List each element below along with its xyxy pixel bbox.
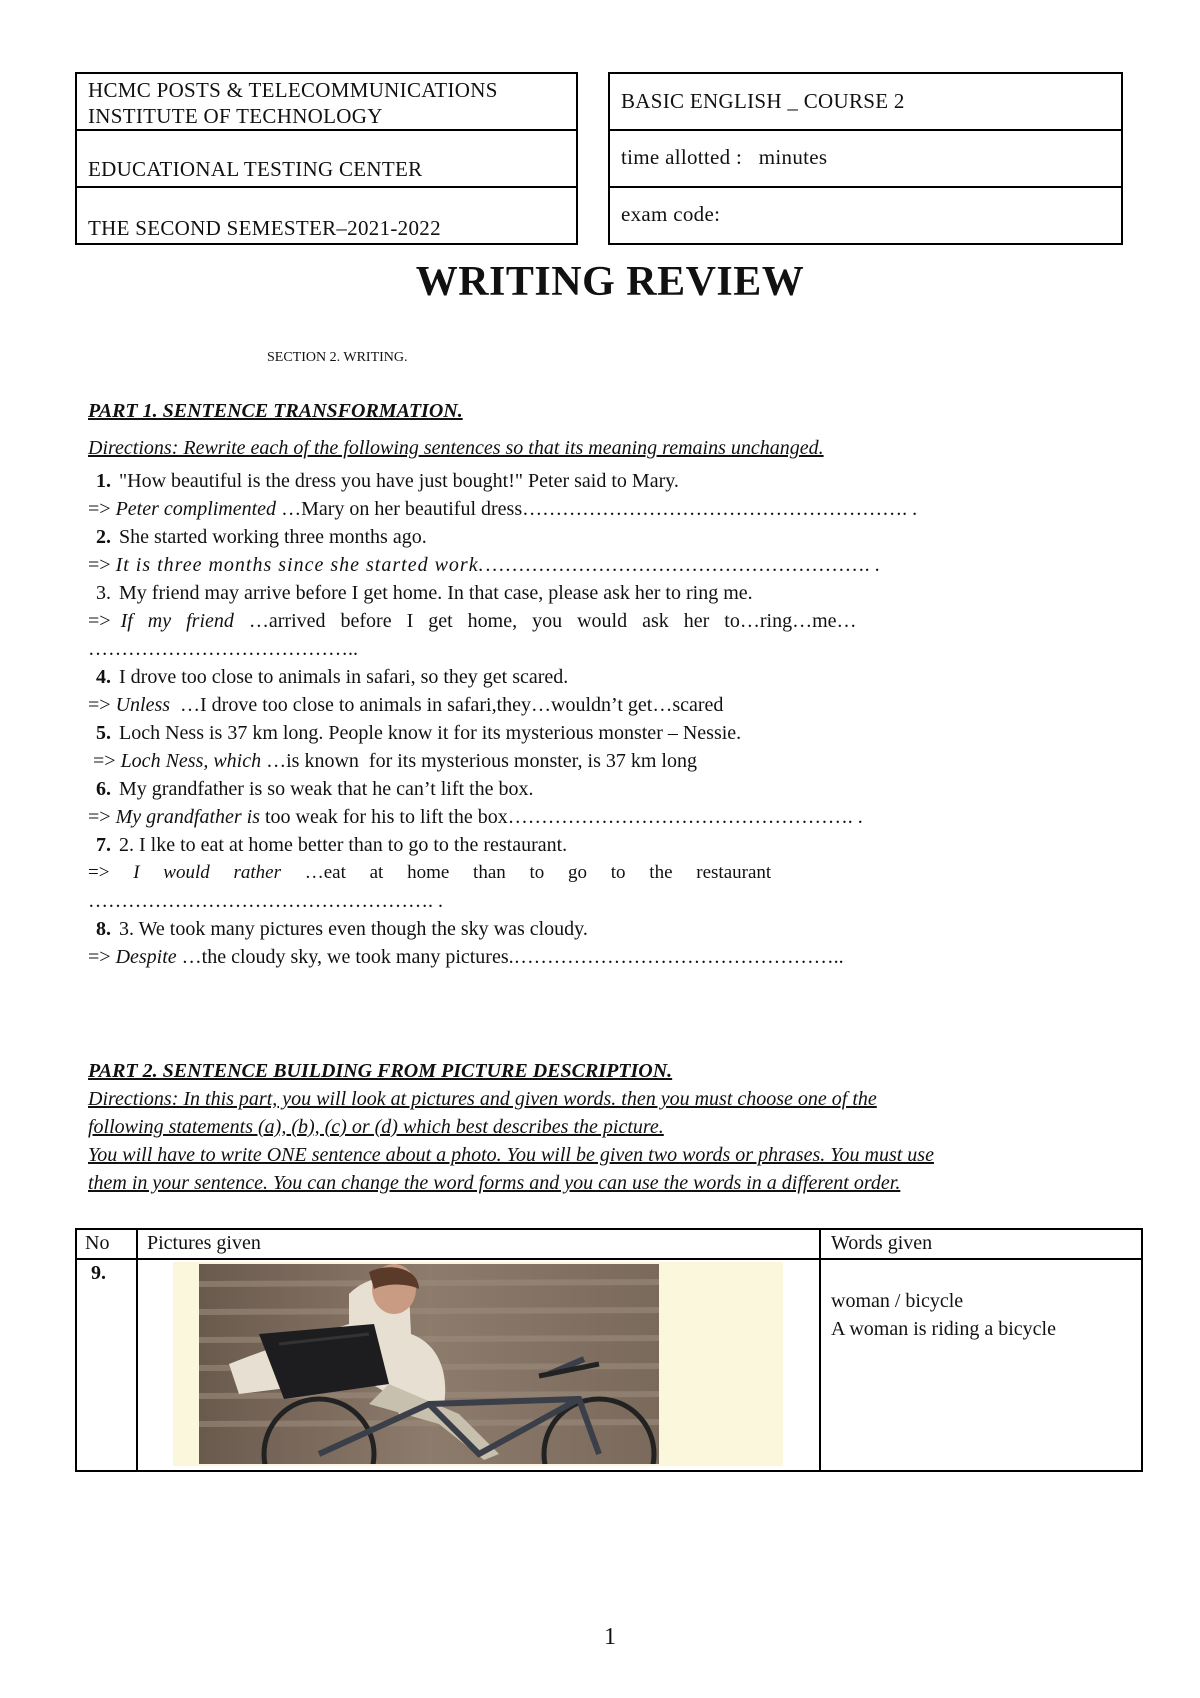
course-name: BASIC ENGLISH _ COURSE 2 xyxy=(621,89,905,113)
header-institute xyxy=(77,74,576,131)
answer-5 xyxy=(88,750,697,773)
answer-text: too weak for his to lift the box……………………………………………. . xyxy=(265,806,863,828)
header-course xyxy=(610,74,1121,131)
question-text: Loch Ness is 37 km long. People know it for its mysterious monster – Nessie. xyxy=(119,722,742,744)
exam-code: exam code: xyxy=(621,202,721,226)
question-text: 3. We took many pictures even though the sky was cloudy. xyxy=(119,918,588,940)
question-number: 3. xyxy=(96,582,111,604)
part2-directions-2a: You will have to write ONE sentence about a photo. You will be given two words or phrases. You must use xyxy=(88,1144,934,1166)
question-text: She started working three months ago. xyxy=(119,526,427,548)
table-divider xyxy=(819,1230,821,1470)
question-number: 2. xyxy=(96,526,111,548)
header-right-box xyxy=(608,72,1123,245)
question-7 xyxy=(88,834,567,857)
question-8 xyxy=(88,918,588,941)
answer-arrow: => xyxy=(88,610,121,632)
answer-text: …Mary on her beautiful dress…………………………………………………. . xyxy=(281,498,918,520)
time-allotted: time allotted : minutes xyxy=(621,145,828,169)
answer-6 xyxy=(88,806,863,829)
institute-line2: INSTITUTE OF TECHNOLOGY xyxy=(88,104,383,128)
question-5 xyxy=(88,722,741,745)
table-header-words: Words given xyxy=(831,1232,933,1254)
answer-arrow: => xyxy=(88,946,116,968)
table-divider xyxy=(136,1230,138,1470)
answer-1 xyxy=(88,498,917,521)
answer-8 xyxy=(88,946,844,969)
answer-arrow: => xyxy=(88,498,116,520)
part2-directions-1b: following statements (a), (b), (c) or (d) which best describes the picture. xyxy=(88,1116,664,1138)
answer-cue: My grandfather is xyxy=(115,806,265,828)
answer-arrow: => xyxy=(88,554,116,576)
answer-text: …the cloudy sky, we took many pictures.………………………………………….. xyxy=(181,946,844,968)
words-given: woman / bicycle xyxy=(831,1290,964,1312)
answer-cue: It is three months since she started work. xyxy=(115,554,485,576)
question-number: 5. xyxy=(96,722,111,744)
question-number: 1. xyxy=(96,470,111,492)
question-3 xyxy=(88,582,753,605)
answer-dots: ……………………………………………. . xyxy=(88,890,443,912)
question-text: My grandfather is so weak that he can’t lift the box. xyxy=(119,778,534,800)
part2-directions-1a: Directions: In this part, you will look at pictures and given words. then you must choose one of the xyxy=(88,1088,877,1110)
picture-table xyxy=(75,1228,1143,1472)
answer-arrow: => xyxy=(88,806,116,828)
page-title: WRITING REVIEW xyxy=(415,259,805,305)
question-number: 6. xyxy=(96,778,111,800)
answer-text: …I drove too close to animals in safari,they…wouldn’t get…scared xyxy=(175,694,724,716)
header-semester xyxy=(77,188,576,245)
question-number: 4. xyxy=(96,666,111,688)
question-2 xyxy=(88,526,427,549)
part1-directions: Directions: Rewrite each of the following sentences so that its meaning remains unchanged. xyxy=(88,437,824,459)
question-text: I drove too close to animals in safari, so they get scared. xyxy=(119,666,569,688)
institute-line1: HCMC POSTS & TELECOMMUNICATIONS xyxy=(88,78,498,102)
answer-cue: Despite xyxy=(115,946,182,968)
question-number: 7. xyxy=(96,834,111,856)
woman-bicycle-illustration xyxy=(199,1264,659,1464)
answer-sentence: A woman is riding a bicycle xyxy=(831,1318,1056,1340)
bicycle-photo xyxy=(173,1262,783,1466)
table-row-number: 9. xyxy=(91,1262,106,1284)
question-1 xyxy=(88,470,679,493)
semester-text: THE SECOND SEMESTER–2021-2022 xyxy=(88,216,441,240)
answer-4 xyxy=(88,694,723,717)
question-4 xyxy=(88,666,568,689)
answer-text: …eat at home than to go to the restaurant xyxy=(280,862,772,883)
answer-cue: Peter complimented xyxy=(115,498,282,520)
answer-arrow: => xyxy=(88,862,134,883)
photo-frame xyxy=(199,1264,659,1464)
answer-cue: Unless xyxy=(115,694,176,716)
header-time xyxy=(610,131,1121,188)
part2-heading: PART 2. SENTENCE BUILDING FROM PICTURE DESCRIPTION. xyxy=(88,1060,673,1082)
answer-cue: I would rather xyxy=(133,862,281,883)
answer-2 xyxy=(88,554,880,577)
page-number: 1 xyxy=(604,1624,616,1650)
question-text: "How beautiful is the dress you have just bought!" Peter said to Mary. xyxy=(119,470,679,492)
question-text: 2. I lke to eat at home better than to go to the restaurant. xyxy=(119,834,568,856)
center-name: EDUCATIONAL TESTING CENTER xyxy=(88,157,423,181)
question-6 xyxy=(88,778,534,801)
table-header-pictures: Pictures given xyxy=(147,1232,261,1254)
question-number: 8. xyxy=(96,918,111,940)
header-exam-code xyxy=(610,188,1121,245)
answer-3 xyxy=(88,610,857,633)
answer-cue: If my friend xyxy=(120,610,234,632)
answer-3-continued xyxy=(88,638,358,661)
header-center xyxy=(77,131,576,188)
answer-7-continued xyxy=(88,890,443,913)
answer-cue: Loch Ness, which xyxy=(120,750,267,772)
answer-text: …arrived before I get home, you would ask her to…ring…me… xyxy=(233,610,857,632)
section-label: SECTION 2. WRITING. xyxy=(267,350,408,365)
answer-arrow: => xyxy=(88,750,121,772)
answer-7 xyxy=(88,862,771,884)
answer-arrow: => xyxy=(88,694,116,716)
question-text: My friend may arrive before I get home. In that case, please ask her to ring me. xyxy=(119,582,753,604)
part1-heading: PART 1. SENTENCE TRANSFORMATION. xyxy=(88,400,463,422)
header-left-box xyxy=(75,72,578,245)
part2-directions-2b: them in your sentence. You can change the word forms and you can use the words in a different order. xyxy=(88,1172,901,1194)
answer-dots: ………………………………….. xyxy=(88,638,358,660)
table-header-no: No xyxy=(85,1232,110,1254)
answer-text: …………………………………………………. . xyxy=(484,554,880,576)
answer-text: …is known for its mysterious monster, is 37 km long xyxy=(266,750,697,772)
